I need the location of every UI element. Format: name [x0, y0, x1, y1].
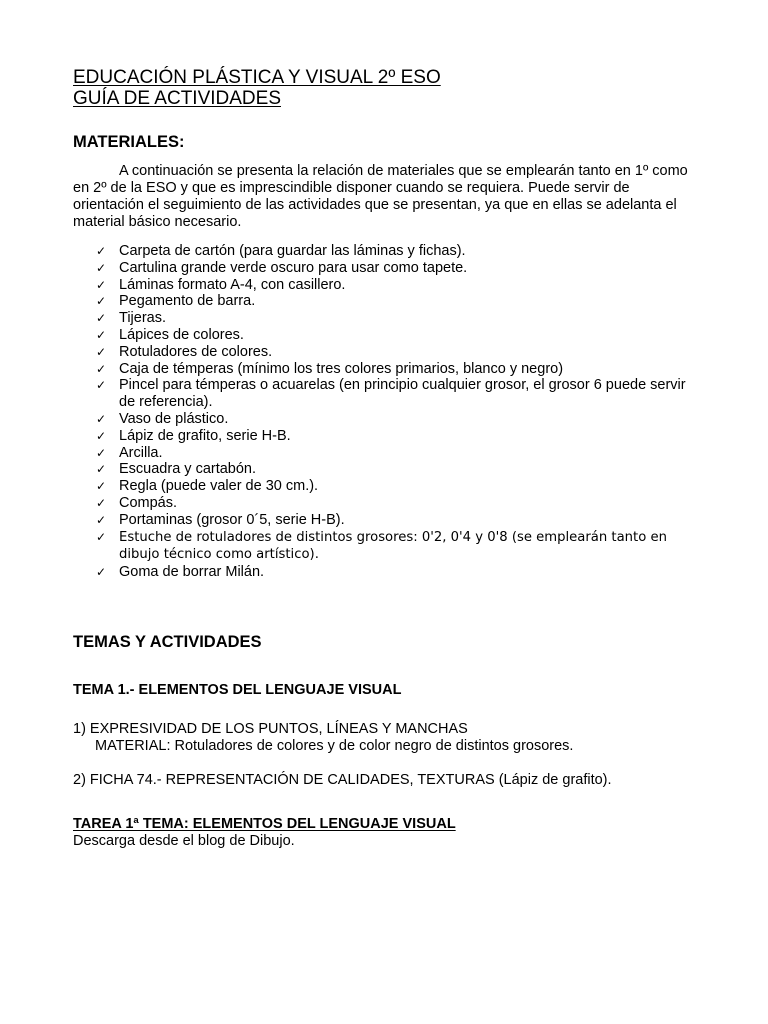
checkmark-icon: ✓ — [96, 311, 107, 326]
materiales-item-text: Lápices de colores. — [119, 326, 244, 343]
checkmark-icon: ✓ — [96, 445, 107, 460]
materiales-list-item — [73, 411, 703, 428]
materiales-list-item — [73, 310, 703, 327]
materiales-list-item — [73, 344, 703, 361]
checkmark-icon: ✓ — [96, 428, 107, 443]
checkmark-icon: ✓ — [96, 565, 107, 580]
materiales-item-text: Caja de témperas (mínimo los tres colores primarios, blanco y negro) — [119, 360, 564, 377]
materiales-list-item — [73, 293, 703, 310]
tarea-1-heading: TAREA 1ª TEMA: ELEMENTOS DEL LENGUAJE VISUAL — [73, 815, 456, 832]
materiales-item-text: Cartulina grande verde oscuro para usar como tapete. — [119, 259, 468, 276]
document-page — [73, 67, 703, 850]
actividad-1-title: 1) EXPRESIVIDAD DE LOS PUNTOS, LÍNEAS Y MANCHAS — [73, 720, 468, 737]
checkmark-icon: ✓ — [96, 260, 107, 275]
materiales-list-item — [73, 478, 703, 495]
tema-1-heading: TEMA 1.- ELEMENTOS DEL LENGUAJE VISUAL — [73, 681, 402, 698]
checkmark-icon: ✓ — [96, 411, 107, 426]
checkmark-icon: ✓ — [96, 529, 107, 544]
checkmark-icon: ✓ — [96, 344, 107, 359]
materiales-item-text: Tijeras. — [119, 310, 166, 327]
materiales-item-text: Pincel para témperas o acuarelas (en principio cualquier grosor, el grosor 6 puede servir de referencia). — [119, 377, 686, 411]
checkmark-icon: ✓ — [96, 277, 107, 292]
materiales-list-item — [73, 377, 703, 411]
materiales-list-item — [73, 428, 703, 445]
checkmark-icon: ✓ — [96, 512, 107, 527]
materiales-item-text: Láminas formato A-4, con casillero. — [119, 276, 346, 293]
materiales-heading: MATERIALES: — [73, 133, 185, 151]
materiales-item-text: Regla (puede valer de 30 cm.). — [119, 478, 319, 495]
actividad-2-title: 2) FICHA 74.- REPRESENTACIÓN DE CALIDADES, TEXTURAS (Lápiz de grafito). — [73, 771, 612, 788]
materiales-item-text: Escuadra y cartabón. — [119, 461, 257, 478]
checkmark-icon: ✓ — [96, 244, 107, 258]
materiales-list-item — [73, 445, 703, 462]
materiales-item-text: Goma de borrar Milán. — [119, 564, 265, 581]
materiales-list-item — [73, 512, 703, 529]
materiales-list-item — [73, 361, 703, 378]
actividad-1-material: MATERIAL: Rotuladores de colores y de color negro de distintos grosores. — [95, 737, 574, 754]
checkmark-icon: ✓ — [96, 495, 107, 510]
materiales-item-text: Lápiz de grafito, serie H-B. — [119, 427, 291, 444]
tarea-1-text: Descarga desde el blog de Dibujo. — [73, 832, 295, 849]
materiales-item-text: Carpeta de cartón (para guardar las láminas y fichas). — [119, 243, 466, 259]
materiales-item-text: Rotuladores de colores. — [119, 343, 273, 360]
materiales-list-item — [73, 327, 703, 344]
checkmark-icon: ✓ — [96, 361, 107, 376]
materiales-item-text: Portaminas (grosor 0´5, serie H-B). — [119, 511, 345, 528]
checkmark-icon: ✓ — [96, 327, 107, 342]
checkmark-icon: ✓ — [96, 479, 107, 494]
materiales-item-text: Compás. — [119, 494, 178, 511]
materiales-item-text: Arcilla. — [119, 444, 163, 461]
materiales-list-item — [73, 495, 703, 512]
checkmark-icon: ✓ — [96, 294, 107, 309]
document-title-line-1: EDUCACIÓN PLÁSTICA Y VISUAL 2º ESO — [73, 67, 441, 88]
materiales-list-item — [73, 277, 703, 294]
materiales-item-text: Vaso de plástico. — [119, 410, 229, 427]
materiales-list-item — [73, 529, 703, 565]
materiales-list-item — [73, 243, 703, 260]
document-title-line-2: GUÍA DE ACTIVIDADES — [73, 88, 281, 109]
materiales-item-text: Estuche de rotuladores de distintos grosores: 0'2, 0'4 y 0'8 (se emplearán tanto en dibujo técnico como artístico). — [119, 529, 667, 563]
materiales-list-item — [73, 461, 703, 478]
materiales-list-item — [73, 564, 703, 581]
checkmark-icon: ✓ — [96, 378, 107, 393]
materiales-item-text: Pegamento de barra. — [119, 293, 256, 310]
materiales-list — [73, 243, 703, 581]
materiales-intro-paragraph: A continuación se presenta la relación de materiales que se emplearán tanto en 1º como en 2º de la ESO y que es imprescindible disponer cuando se requiera. Puede servir de orientación el seguimiento de las actividades que se presentan, ya que en ellas se adelanta el material básico necesario. — [73, 163, 688, 230]
temas-heading: TEMAS Y ACTIVIDADES — [73, 632, 262, 651]
checkmark-icon: ✓ — [96, 462, 107, 477]
materiales-list-item — [73, 260, 703, 277]
